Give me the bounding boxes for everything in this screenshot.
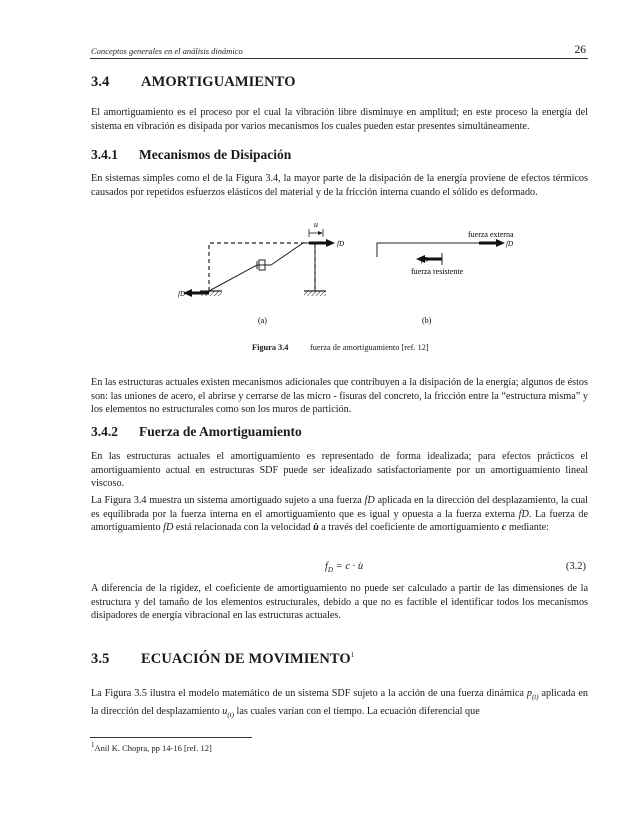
var-fd: fD (364, 495, 375, 506)
paragraph-estructuras-actuales: En las estructuras actuales existen mecanismos adicionales que contribuyen a la disipación de la energía; algunos de éstos son: las uniones de acero, el abrirse y cerrarse de las micro - fisuras del concreto, la fricción entre la “estructura misma” y los elementos no estructurales como son los muros de partición. (91, 377, 588, 416)
paragraph-amortiguamiento: El amortiguamiento es el proceso por el cual la vibración libre disminuye en amplitud; en este proceso la energía del sistema en vibración es disipada por varios mecanismos los cuales pueden estar presentes simultáneamente. (91, 107, 588, 132)
equation-number: (3.2) (565, 561, 586, 572)
subsection-title: Mecanismos de Disipación (139, 147, 292, 162)
figure-3-4-diagram (91, 215, 571, 340)
text-run: mediante: (506, 522, 550, 534)
deformed-member (209, 265, 271, 291)
force-arrow-b-right (479, 239, 505, 247)
force-arrow-a-right (309, 239, 335, 247)
panel-a-frame (209, 243, 315, 291)
section-heading-3-4 (91, 74, 296, 91)
figure-caption-text: fuerza de amortiguamiento [ref. 12] (310, 343, 429, 352)
subsection-number: 3.4.2 (91, 424, 118, 439)
running-title: Conceptos generales en el análisis dinámico (91, 46, 243, 56)
text-run: está relacionada con la velocidad (173, 522, 314, 534)
var-fd: fD (163, 522, 174, 534)
footnote-rule (90, 737, 252, 738)
eq-rhs: = c · u̇ (332, 561, 364, 572)
resisting-force-label: fuerza resistente (411, 267, 464, 276)
text-run: a través del coeficiente de amortiguamiento (318, 522, 502, 534)
equation-3-2 (325, 561, 363, 574)
var-p: p (526, 688, 532, 699)
var-u-sub: (t) (227, 710, 234, 719)
deformed-member-upper (271, 243, 315, 265)
external-force-label: fuerza externa (468, 230, 514, 239)
displacement-indicator (309, 229, 323, 237)
fd-label-a-left: fD (178, 290, 185, 298)
text-run: aplicada en la dirección del desplazamiento (91, 688, 588, 717)
subsection-title: Fuerza de Amortiguamiento (139, 424, 302, 439)
page-number: 26 (574, 44, 586, 56)
paragraph-fuerza-amortiguamiento-2 (91, 494, 588, 535)
section-title: AMORTIGUAMIENTO (141, 74, 296, 90)
footnote-text: Anil K. Chopra, pp 14-16 [ref. 12] (94, 742, 212, 753)
text-run: La Figura 3.5 ilustra el modelo matemático de un sistema SDF sujeto a la acción de una fuerza dinámica (91, 688, 527, 699)
eq-lhs-sub: D (327, 566, 333, 575)
section-title: ECUACIÓN DE MOVIMIENTO (141, 651, 351, 667)
fd-label-a-right: fD (337, 240, 344, 248)
u-label: u (314, 220, 318, 229)
var-p-sub: (t) (531, 693, 539, 702)
footnote (91, 741, 212, 753)
text-run: La Figura 3.4 muestra un sistema amortiguado sujeto a una fuerza (91, 495, 365, 506)
figure-caption (252, 343, 429, 352)
paragraph-ecuacion-movimiento (91, 687, 588, 722)
text-run: aplicada en la dirección del desplazamiento, la cual es equilibrada por la fuerza interna en el amortiguamiento que es igual y opuesta a la fuerza externa (91, 495, 588, 520)
panel-b-frame (377, 243, 479, 265)
fd-label-b-mid: fD (421, 256, 428, 264)
subsection-heading-3-4-1 (91, 147, 291, 163)
fd-label-b-right: fD (506, 240, 513, 248)
subsection-heading-3-4-2 (91, 424, 302, 440)
section-heading-3-5 (91, 651, 354, 668)
footnote-mark: 1 (91, 741, 95, 749)
text-run: las cuales varían con el tiempo. La ecuación diferencial que (233, 705, 480, 717)
support-right-icon (304, 291, 326, 296)
section-number: 3.4 (91, 74, 110, 90)
figure-caption-label: Figura 3.4 (252, 343, 289, 352)
eq-lhs: f (325, 561, 328, 572)
paragraph-rigidez: A diferencia de la rigidez, el coeficiente de amortiguamiento no puede ser calculado a partir de las dimensiones de la estructura y del tamaño de los elementos estructurales, debido a que no es factible el identificar todos los mecanismos disipadores de energía vibracional en las estructuras actuales. (91, 583, 588, 622)
footnote-ref[interactable]: 1 (350, 651, 355, 660)
subsection-number: 3.4.1 (91, 147, 118, 162)
var-velocity: u̇ (313, 522, 319, 534)
text-run: . La fuerza de amortiguamiento (91, 508, 588, 534)
var-fd: fD (518, 508, 529, 520)
panel-b-label: (b) (422, 316, 432, 325)
force-arrow-b-left (416, 255, 442, 263)
var-c: c (501, 522, 507, 534)
paragraph-fuerza-amortiguamiento-1: En las estructuras actuales el amortiguamiento es representado de forma idealizada; para efectos prácticos el amortiguamiento actual en estructuras SDF puede ser idealizado satisfactoriamente por un amortiguamiento lineal viscoso. (91, 451, 588, 490)
section-number: 3.5 (91, 651, 110, 667)
header-rule (90, 58, 588, 59)
paragraph-mecanismos: En sistemas simples como el de la Figura 3.4, la mayor parte de la disipación de la energía proviene de efectos térmicos causados por repetidos esfuerzos elásticos del material y de la fricción interna cuando el sólido es deformado. (91, 173, 588, 198)
panel-a-label: (a) (258, 316, 267, 325)
var-u: u (222, 705, 228, 717)
